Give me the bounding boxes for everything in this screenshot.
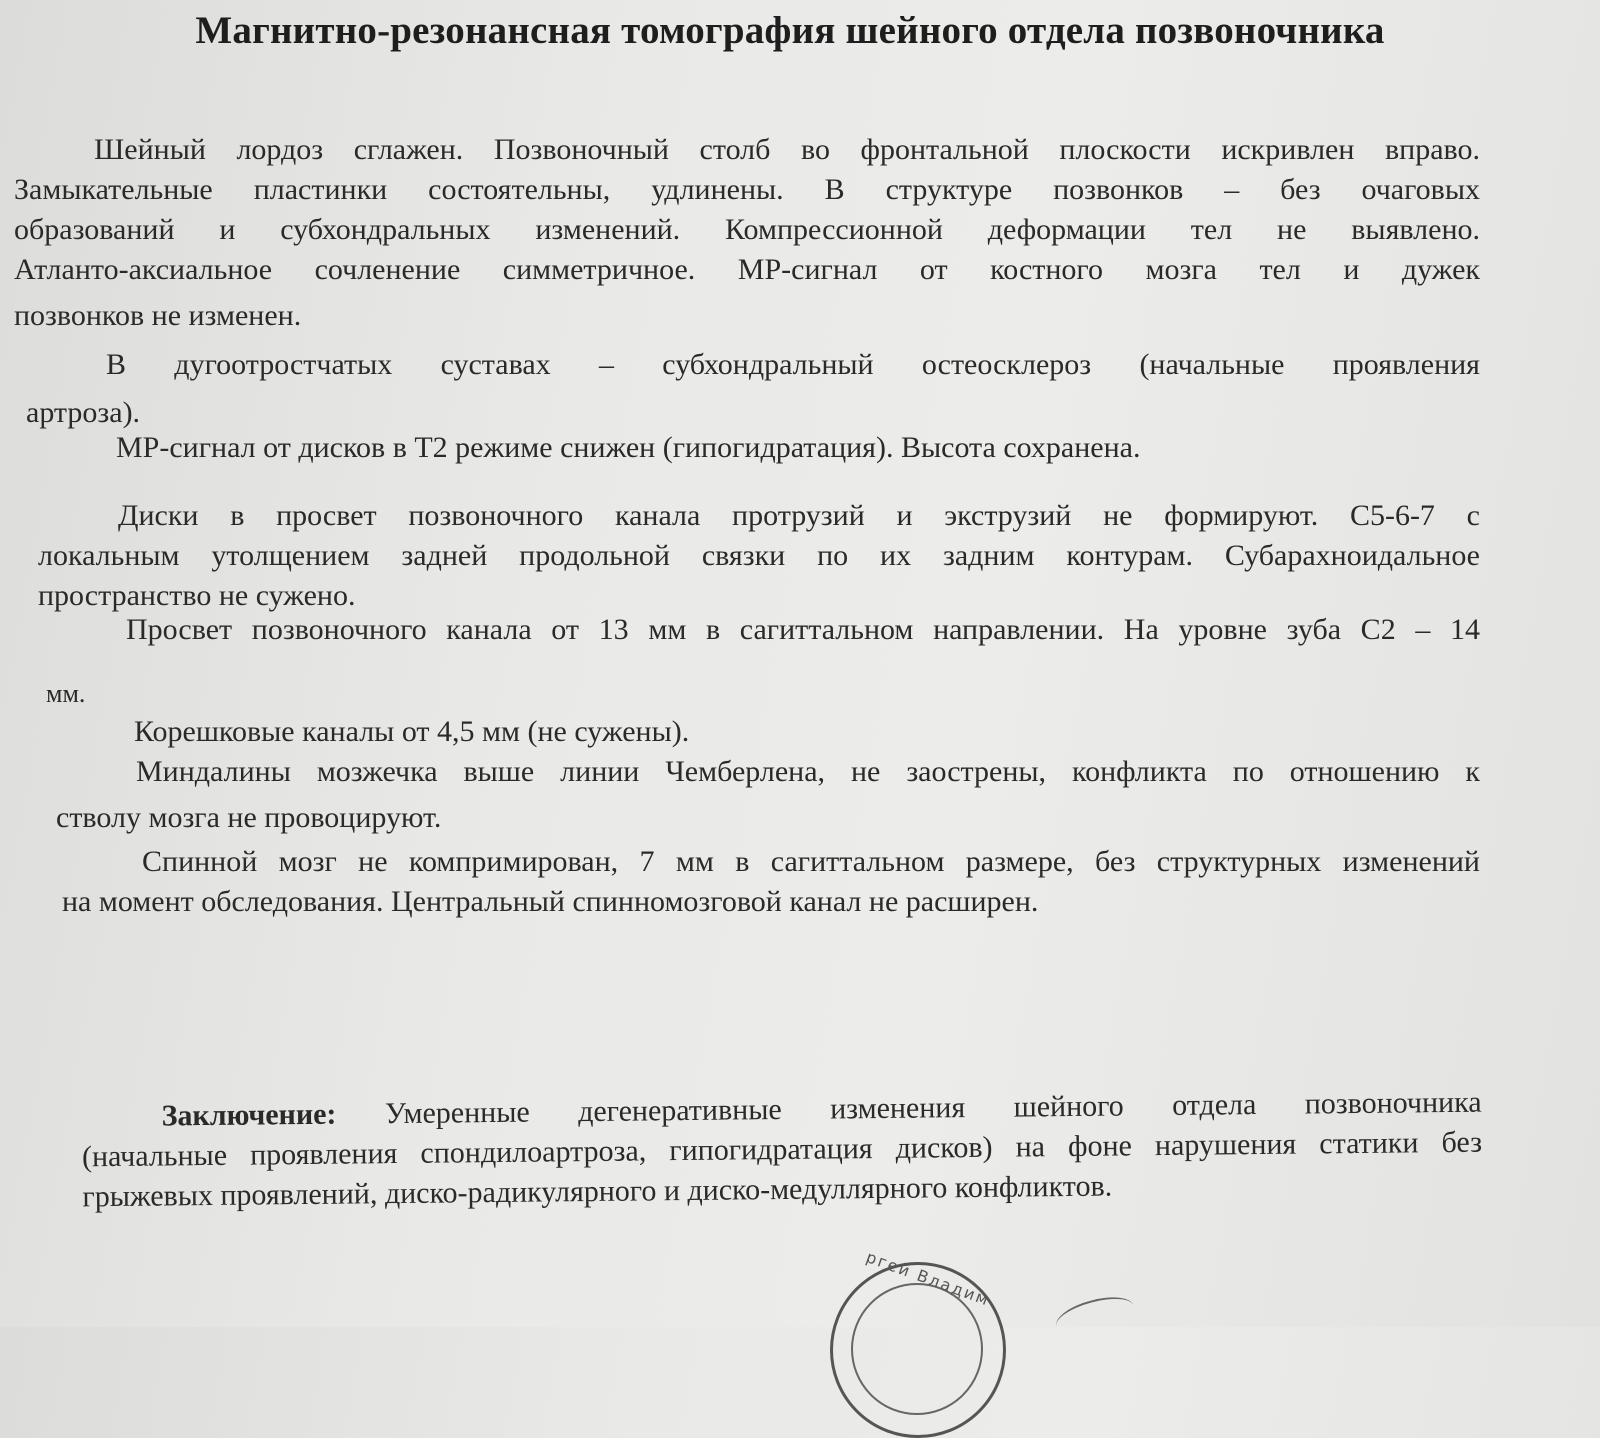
document-title: Магнитно-резонансная томография шейного отдела позвоночника [195, 9, 1385, 52]
text-line: грыжевых проявлений, диско-радикулярного и диско-медуллярного конфликтов. [82, 1169, 1113, 1214]
text-line: Спинной мозг не компримирован, 7 мм в сагиттальном размере, без структурных изменений [142, 845, 1480, 878]
paragraph-2 [26, 345, 1480, 433]
stamp-inner-ring [851, 1283, 983, 1415]
text-line: Миндалины мозжечка выше линии Чемберлена, не заострены, конфликта по отношению к [136, 755, 1480, 788]
text-line: Корешковые каналы от 4,5 мм (не сужены). [134, 715, 690, 748]
paragraph-1 [14, 130, 1480, 336]
paragraph-4 [38, 496, 1480, 616]
text-line: пространство не сужено. [38, 579, 356, 612]
paragraph-3 [36, 428, 1480, 468]
text-line: артроза). [26, 396, 141, 429]
paragraph-7 [56, 752, 1480, 838]
conclusion [81, 1083, 1482, 1218]
text-line: стволу мозга не провоцируют. [56, 801, 442, 834]
paragraph-8 [62, 842, 1480, 922]
stamp [830, 1247, 1006, 1438]
text-line: Просвет позвоночного канала от 13 мм в сагиттальном направлении. На уровне зуба С2 – 14 [126, 613, 1480, 646]
paragraph-5 [46, 610, 1480, 714]
text-line: Диски в просвет позвоночного канала протрузий и экструзий не формируют. С5-6-7 с [118, 499, 1480, 532]
text-line: МР-сигнал от дисков в Т2 режиме снижен (гипогидратация). Высота сохранена. [116, 431, 1141, 464]
text-line: позвонков не изменен. [14, 299, 302, 332]
text-line: В дугоотростчатых суставах – субхондральный остеосклероз (начальные проявления [106, 348, 1480, 381]
paragraph-6 [54, 712, 1480, 752]
text-line: Замыкательные пластинки состоятельны, удлинены. В структуре позвонков – без очаговых [14, 173, 1480, 206]
text-line: образований и субхондральных изменений. Компрессионной деформации тел не выявлено. [14, 213, 1480, 246]
signature [1052, 1290, 1138, 1342]
text-line: на момент обследования. Центральный спинномозговой канал не расширен. [62, 885, 1039, 918]
text-line: Шейный лордоз сглажен. Позвоночный столб во фронтальной плоскости искривлен вправо. [94, 133, 1480, 166]
conclusion-label: Заключение: [161, 1097, 337, 1133]
text-line: мм. [46, 679, 86, 708]
text-line: Атланто-аксиальное сочленение симметричное. МР-сигнал от костного мозга тел и дужек [14, 253, 1480, 286]
text-line: (начальные проявления спондилоартроза, гипогидратация дисков) на фоне нарушения статики без [81, 1125, 1483, 1174]
conclusion-text: Умеренные дегенеративные изменения шейного отдела позвоночника [384, 1085, 1482, 1131]
text-line: локальным утолщением задней продольной связки по их задним контурам. Субарахноидальное [38, 539, 1480, 572]
stamp-text: ргей Владим [863, 1247, 993, 1310]
